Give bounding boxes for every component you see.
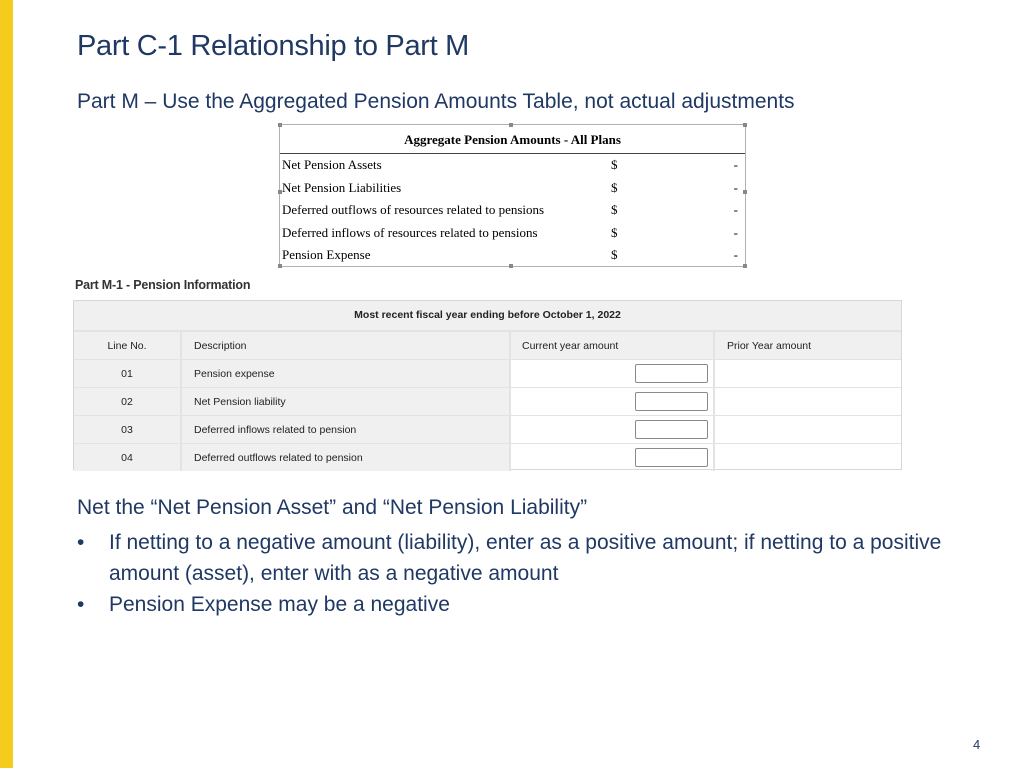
line-description: Deferred inflows related to pension [182, 416, 511, 443]
table-row [280, 222, 745, 245]
resize-handle-icon [509, 123, 513, 127]
row-value: - [733, 157, 738, 172]
row-label: Pension Expense [282, 247, 371, 263]
table-row [280, 244, 745, 267]
table-row [280, 154, 745, 177]
table-row [74, 444, 901, 471]
list-item [77, 527, 977, 589]
prior-year-cell [715, 360, 901, 387]
table-row [280, 177, 745, 200]
line-number: 04 [74, 444, 182, 471]
current-year-amount-input[interactable] [635, 420, 708, 439]
accent-bar [0, 0, 13, 768]
resize-handle-icon [278, 123, 282, 127]
table-row [74, 416, 901, 444]
line-number: 02 [74, 388, 182, 415]
row-label: Deferred outflows of resources related to pensions [282, 202, 545, 218]
current-year-cell [511, 444, 715, 471]
column-header-prior-year: Prior Year amount [727, 339, 812, 352]
line-number: 03 [74, 416, 182, 443]
current-year-amount-input[interactable] [635, 364, 708, 383]
current-year-cell [511, 360, 715, 387]
currency-symbol: $ [611, 202, 618, 218]
row-label: Deferred inflows of resources related to pensions [282, 224, 538, 240]
row-value: - [733, 179, 738, 195]
current-year-cell [511, 388, 715, 415]
bullet-text: If netting to a negative amount (liability), enter as a positive amount; if netting to a positive amount (asset), enter with as a negative amount [109, 531, 942, 585]
column-header-description: Description [182, 332, 511, 359]
slide-title: Part C-1 Relationship to Part M [77, 30, 470, 62]
prior-year-cell [715, 416, 901, 443]
currency-symbol: $ [611, 179, 618, 195]
currency-symbol: $ [611, 247, 618, 263]
netting-heading: Net the “Net Pension Asset” and “Net Pension Liability” [77, 496, 588, 519]
part-m1-title: Part M-1 - Pension Information [75, 278, 251, 292]
prior-year-cell [715, 388, 901, 415]
current-year-amount-input[interactable] [635, 392, 708, 411]
prior-year-cell [715, 444, 901, 471]
table-row [280, 199, 745, 222]
line-description: Pension expense [182, 360, 511, 387]
current-year-amount-input[interactable] [635, 448, 708, 467]
fiscal-year-header: Most recent fiscal year ending before October 1, 2022 [74, 301, 901, 332]
row-value: - [733, 247, 738, 263]
slide-subtitle: Part M – Use the Aggregated Pension Amounts Table, not actual adjustments [77, 90, 795, 113]
line-description: Net Pension liability [182, 388, 511, 415]
list-item [77, 589, 977, 620]
table-row [74, 360, 901, 388]
currency-symbol: $ [611, 224, 618, 240]
bullet-icon: • [77, 531, 85, 554]
aggregate-table-title: Aggregate Pension Amounts - All Plans [280, 125, 745, 154]
row-label: Net Pension Assets [282, 157, 382, 172]
column-header-current-year: Current year amount [511, 332, 715, 359]
row-label: Net Pension Liabilities [282, 179, 402, 195]
column-header-row [74, 332, 901, 360]
row-value: - [733, 202, 738, 218]
bullet-icon: • [77, 593, 85, 616]
table-row [74, 388, 901, 416]
line-number: 01 [74, 360, 182, 387]
column-header-line-no: Line No. [74, 332, 182, 359]
page-number: 4 [973, 737, 981, 752]
aggregate-pension-table [279, 124, 746, 267]
line-description: Deferred outflows related to pension [182, 444, 511, 471]
row-value: - [733, 224, 738, 240]
current-year-cell [511, 416, 715, 443]
bullet-text: Pension Expense may be a negative [109, 593, 450, 616]
resize-handle-icon [743, 123, 747, 127]
pension-information-form [73, 300, 902, 470]
currency-symbol: $ [611, 157, 618, 172]
netting-bullet-list [77, 527, 977, 620]
